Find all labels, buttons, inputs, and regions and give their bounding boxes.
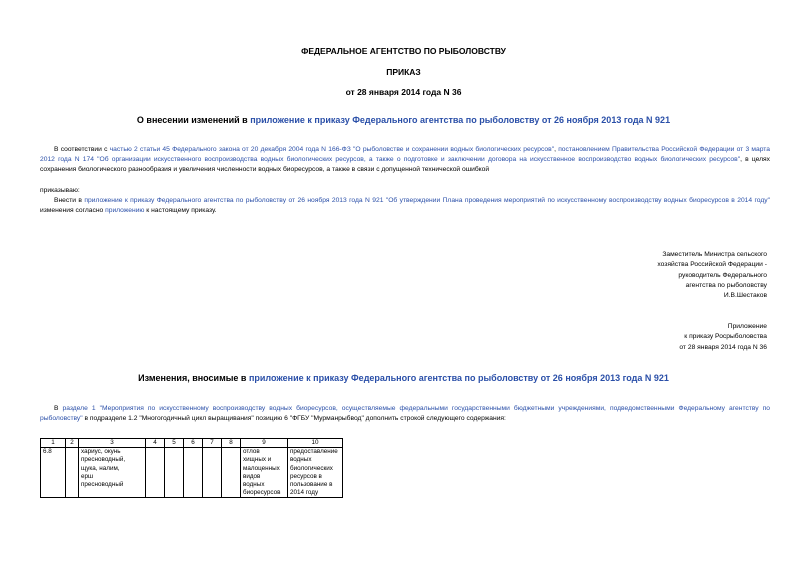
order-text-2: изменения согласно [40, 207, 106, 214]
table-header-cell: 10 [288, 439, 343, 448]
table-cell [146, 448, 165, 498]
document-title [0, 115, 807, 125]
order-text-3: к настоящему приказу. [144, 207, 217, 214]
table-cell-activity [241, 448, 288, 498]
table-cell [184, 448, 203, 498]
signature-line: хозяйства Российской Федерации - [657, 261, 767, 269]
document-title-link[interactable]: приложение к приказу Федерального агентства по рыболовству от 26 ноября 2013 года N 921 [250, 115, 671, 125]
species-line: хариус, окунь [81, 448, 121, 456]
species-line: ерш [81, 472, 94, 480]
table-cell-purpose [288, 448, 343, 498]
changes-text-1: В [54, 405, 63, 412]
table-header-cell: 4 [146, 439, 165, 448]
species-line: пресноводный [81, 481, 124, 489]
preamble-text-3: , в целях сохранения биологического разнообразия и увеличения численности водных биоресурсов, а также в связи с допущенной технической ошибкой [40, 156, 770, 173]
section-1-link[interactable]: разделе 1 "Мероприятия по искусственному воспроизводству водных биоресурсов, осуществляемые федеральными государственными бюджетными учреждениями, подведомственными Федеральному агентству по рыболовству" [40, 405, 770, 422]
signature-line: Заместитель Министра сельского [662, 251, 767, 258]
changes-title-link[interactable]: приложение к приказу Федерального агентства по рыболовству от 26 ноября 2013 года N 921 [248, 373, 669, 383]
purpose-line: пользование в [290, 481, 333, 489]
appendix-block [679, 322, 767, 353]
purpose-line: предоставление [290, 448, 338, 456]
preamble-paragraph [40, 145, 770, 175]
purpose-line: 2014 году [290, 489, 319, 497]
table-header-cell: 7 [203, 439, 222, 448]
table-header-cell: 1 [41, 439, 66, 448]
species-line: пресноводный, [81, 456, 126, 464]
table-cell [222, 448, 241, 498]
order-word: приказываю: [40, 187, 80, 194]
table-cell-number: 6.8 [41, 448, 66, 498]
activity-line: биоресурсов [243, 489, 281, 497]
appendix-line: от 28 января 2014 года N 36 [679, 343, 767, 351]
table-header-cell: 8 [222, 439, 241, 448]
table-cell-species [79, 448, 146, 498]
table-header-cell: 9 [241, 439, 288, 448]
purpose-line: ресурсов в [290, 472, 322, 480]
table-header-cell: 2 [66, 439, 79, 448]
table-cell [165, 448, 184, 498]
appendix-line: Приложение [727, 323, 767, 330]
table-cell [66, 448, 79, 498]
signature-block [657, 250, 767, 301]
table-cell [203, 448, 222, 498]
agency-heading: ФЕДЕРАЛЬНОЕ АГЕНТСТВО ПО РЫБОЛОВСТВУ [301, 46, 506, 56]
changes-paragraph [40, 404, 770, 424]
signature-line: И.В.Шестаков [723, 292, 767, 300]
doc-type-heading: ПРИКАЗ [386, 67, 421, 77]
federal-law-link[interactable]: частью 2 статьи 45 Федерального закона от 20 декабря 2004 года N 166-ФЗ "О рыболовстве и сохранении водных биологических ресурсов" [109, 146, 555, 153]
activity-line: хищных и [243, 456, 272, 464]
activity-line: видов [243, 472, 261, 480]
activity-line: малоценных [243, 464, 280, 472]
preamble-text-2: , [554, 146, 559, 153]
activity-line: отлов [243, 448, 260, 456]
changes-table [40, 438, 343, 498]
table-header-row [41, 439, 343, 448]
table-header-cell: 3 [79, 439, 146, 448]
appendix-line: к приказу Росрыболовства [684, 333, 767, 341]
purpose-line: биологических [290, 464, 333, 472]
preamble-text-1: В соответствии с [54, 146, 110, 153]
signature-line: агентства по рыболовству [685, 281, 767, 289]
table-header-cell: 6 [184, 439, 203, 448]
changes-title-prefix: Изменения, вносимые в [138, 373, 249, 383]
species-line: щука, налим, [81, 464, 120, 472]
government-decree-link[interactable]: постановлением Правительства Российской Федерации от 3 марта 2012 года N 174 "Об организации искусственного воспроизводства водных биологических ресурсов, а также о подготовке и заключении договора на искусственное воспроизводство водных биологических ресурсов" [40, 146, 771, 163]
document-title-prefix: О внесении изменений в [136, 115, 251, 125]
table-row [41, 448, 343, 498]
changes-text-2: в подразделе 1.2 "Многогодичный цикл выращивания" позицию 6 "ФГБУ "Мурманрыбвод" дополнить строкой следующего содержания: [82, 415, 506, 422]
changes-title [0, 373, 807, 383]
appendix-link[interactable]: приложению [105, 207, 145, 214]
doc-date-number: от 28 января 2014 года N 36 [345, 87, 462, 97]
activity-line: водных [243, 481, 265, 489]
purpose-line: водных [290, 456, 312, 464]
order-paragraph [40, 196, 770, 216]
order-text-1: Внести в [54, 197, 85, 204]
order-appendix-link[interactable]: приложение к приказу Федерального агентства по рыболовству от 26 ноября 2013 года N 921 "Об утверждении Плана проведения мероприятий по искусственному воспроизводству водных биоресурсов в 2014 году" [84, 197, 770, 204]
table-header-cell: 5 [165, 439, 184, 448]
signature-line: руководитель Федерального [678, 271, 767, 279]
